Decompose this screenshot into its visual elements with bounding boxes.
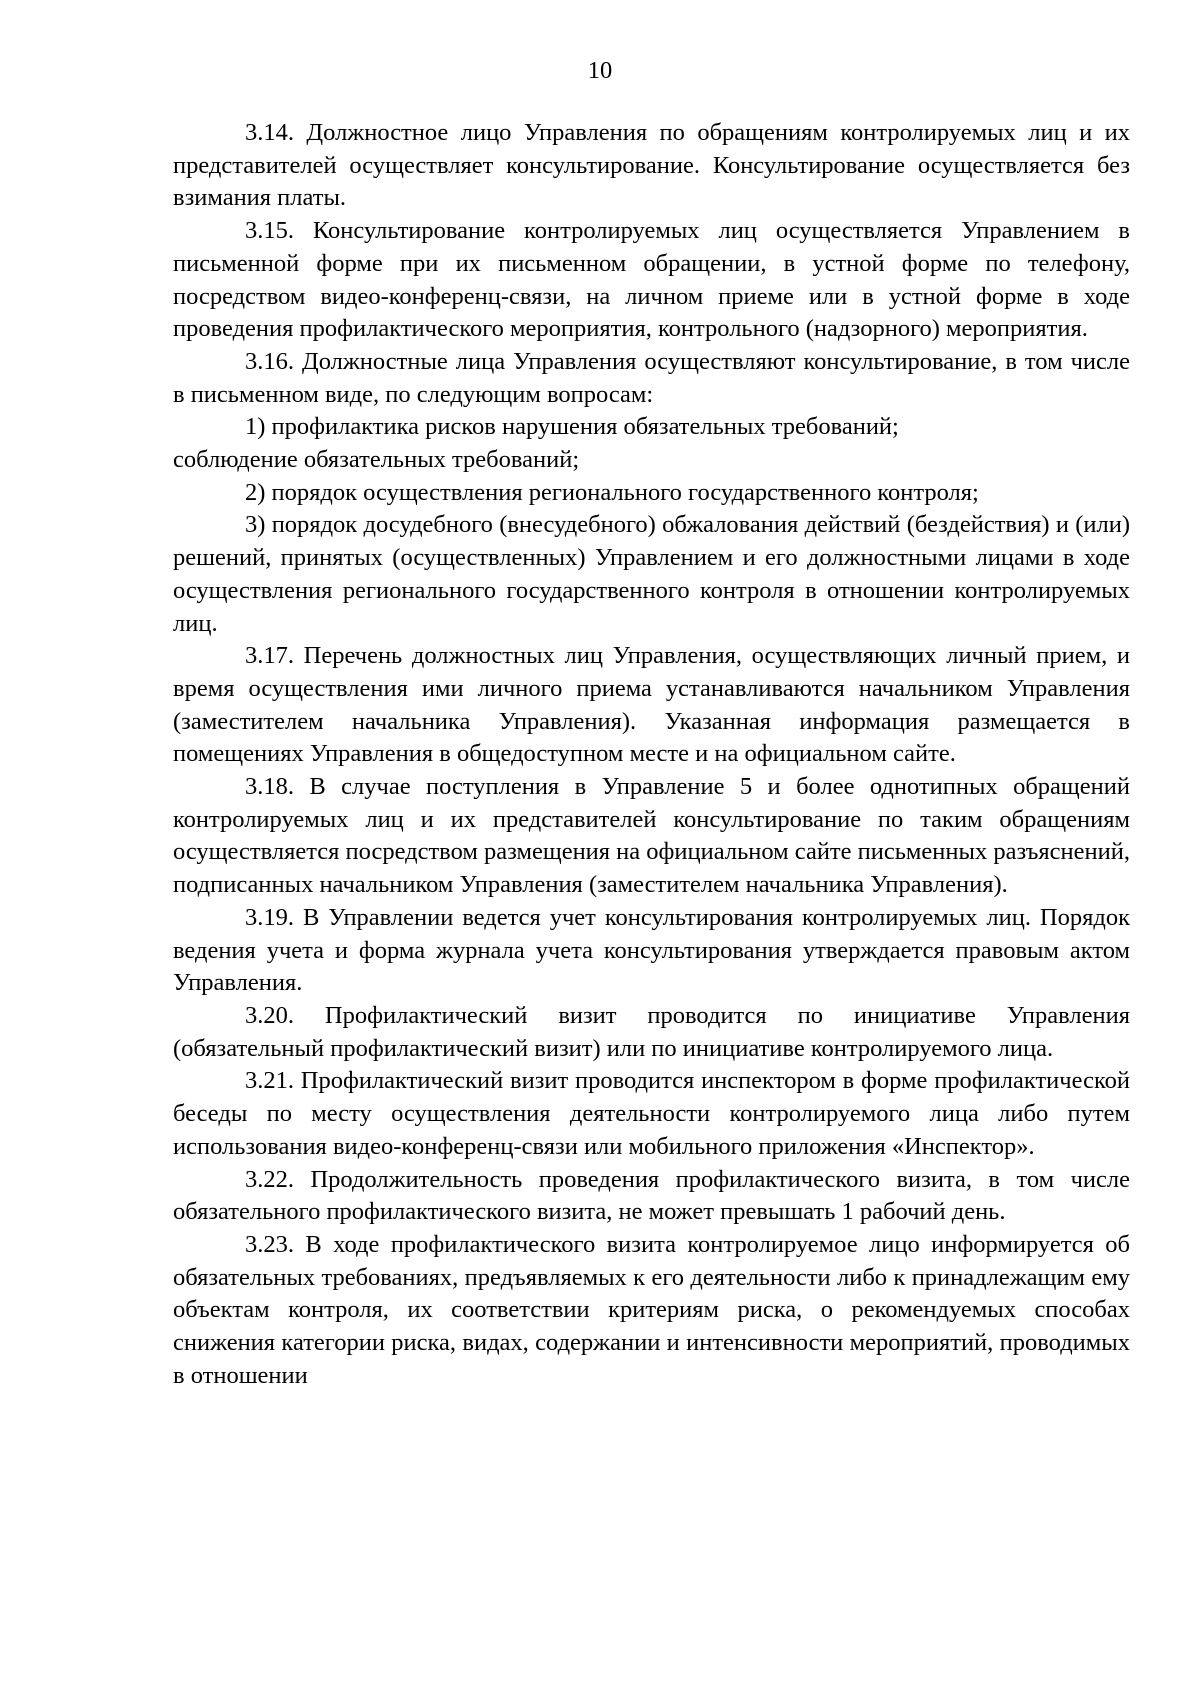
document-body [173,117,1130,1392]
list-item-3: 3) порядок досудебного (внесудебного) обжалования действий (бездействия) и (или) решений, принятых (осуществленных) Управлением и его должностными лицами в ходе осуществления регионального государственного контроля в отношении контролируемых лиц. [173,511,1130,637]
paragraph-3-18: 3.18. В случае поступления в Управление 5 и более однотипных обращений контролируемых лиц и их представителей консультирование по таким обращениям осуществляется посредством размещения на официальном сайте письменных разъяснений, подписанных начальником Управления (заместителем начальника Управления). [173,773,1130,899]
list-item-2: 2) порядок осуществления регионального государственного контроля; [245,478,979,506]
paragraph-3-21: 3.21. Профилактический визит проводится инспектором в форме профилактической беседы по месту осуществления деятельности контролируемого лица либо путем использования видео-конференц-связи или мобильного приложения «Инспектор». [173,1067,1130,1160]
paragraph-3-15: 3.15. Консультирование контролируемых лиц осуществляется Управлением в письменной форме при их письменном обращении, в устной форме по телефону, посредством видео-конференц-связи, на личном приеме или в устной форме в ходе проведения профилактического мероприятия, контрольного (надзорного) мероприятия. [173,217,1130,343]
paragraph-3-19: 3.19. В Управлении ведется учет консультирования контролируемых лиц. Порядок ведения учета и форма журнала учета консультирования утверждается правовым актом Управления. [173,903,1130,997]
list-item-1-continuation: соблюдение обязательных требований; [173,446,580,474]
paragraph-3-14: 3.14. Должностное лицо Управления по обращениям контролируемых лиц и их представителей осуществляет консультирование. Консультирование осуществляется без взимания платы. [173,119,1130,212]
paragraph-3-23: 3.23. В ходе профилактического визита контролируемое лицо информируется об обязательных требованиях, предъявляемых к его деятельности либо к принадлежащим ему объектам контроля, их соответствии критериям риска, о рекомендуемых способах снижения категории риска, видах, содержании и интенсивности мероприятий, проводимых в отношении [173,1230,1130,1389]
page-number: 10 [587,57,613,84]
paragraph-3-17: 3.17. Перечень должностных лиц Управления, осуществляющих личный прием, и время осуществления ими личного приема устанавливаются начальником Управления (заместителем начальника Управления). Указанная информация размещается в помещениях Управления в общедоступном месте и на официальном сайте. [173,642,1130,768]
paragraph-3-22: 3.22. Продолжительность проведения профилактического визита, в том числе обязательного профилактического визита, не может превышать 1 рабочий день. [173,1165,1130,1226]
list-item-1: 1) профилактика рисков нарушения обязательных требований; [245,413,899,441]
paragraph-3-20: 3.20. Профилактический визит проводится по инициативе Управления (обязательный профилактический визит) или по инициативе контролируемого лица. [173,1001,1130,1062]
paragraph-3-16: 3.16. Должностные лица Управления осуществляют консультирование, в том числе в письменном виде, по следующим вопросам: [173,347,1130,408]
